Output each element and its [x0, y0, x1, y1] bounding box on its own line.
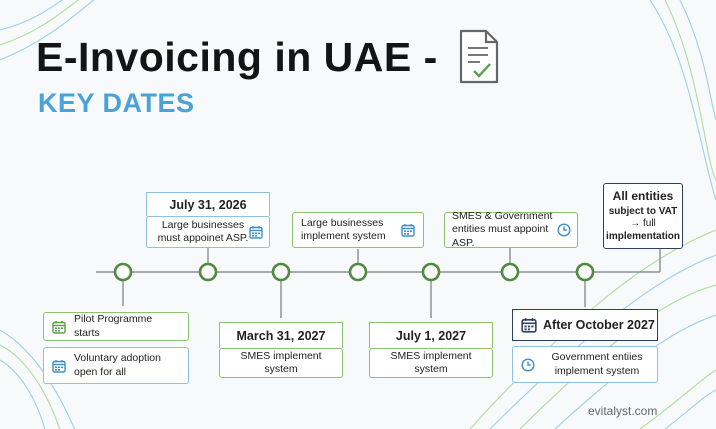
milestone-smes-implement-mar — [219, 348, 343, 378]
milestone-smes-gov-appoint — [444, 209, 578, 249]
calendar-icon — [521, 317, 537, 333]
milestone-large-appoint-asp — [146, 216, 270, 248]
date-text: After October 2027 — [543, 318, 655, 332]
milestone-text: implementation — [606, 230, 680, 242]
milestone-heading: All entities — [612, 188, 674, 203]
calendar-icon — [52, 359, 66, 373]
page-subtitle: KEY DATES — [38, 88, 195, 118]
milestone-voluntary — [43, 347, 189, 384]
milestone-text: subject to VAT — [608, 205, 678, 217]
timeline-node — [200, 264, 216, 280]
calendar-icon — [52, 320, 66, 334]
date-label-jul-2027 — [369, 322, 493, 348]
milestone-text: SMES & Government entities must appoint ASP. — [452, 209, 553, 249]
calendar-icon — [249, 225, 263, 239]
brand-footer: evitalyst.com — [588, 404, 658, 418]
timeline-node — [273, 264, 289, 280]
date-text: March 31, 2027 — [236, 328, 326, 343]
timeline-node — [423, 264, 439, 280]
date-label-jul-2026 — [146, 192, 270, 216]
timeline-node — [577, 264, 593, 280]
milestone-text: Voluntary adoption open for all — [74, 352, 161, 378]
clock-icon — [557, 223, 571, 237]
milestone-text: Pilot Programme starts — [74, 313, 153, 339]
timeline-node — [350, 264, 366, 280]
timeline-node — [502, 264, 518, 280]
date-text: July 1, 2027 — [395, 328, 467, 343]
milestone-text: SMES implement system — [390, 349, 472, 375]
milestone-text: Government entiies implement system — [551, 351, 643, 377]
clock-icon — [521, 358, 535, 372]
calendar-icon — [401, 223, 415, 237]
milestone-text-arrow: → full — [630, 218, 656, 230]
milestone-all-entities — [603, 183, 683, 249]
date-label-mar-2027 — [219, 322, 343, 348]
milestone-smes-implement-jul — [369, 348, 493, 378]
milestone-pilot — [43, 312, 189, 341]
milestone-gov-implement — [512, 346, 658, 383]
date-label-oct-2027 — [512, 309, 658, 341]
milestone-text: Large businesses must appoinet ASP. — [157, 218, 249, 244]
milestone-large-implement — [292, 212, 424, 248]
date-text: July 31, 2026 — [169, 197, 247, 212]
timeline-node — [115, 264, 131, 280]
milestone-text: SMES implement system — [240, 349, 322, 375]
page-title: E-Invoicing in UAE - — [36, 34, 438, 80]
milestone-text: Large businesses implement system — [301, 216, 386, 242]
